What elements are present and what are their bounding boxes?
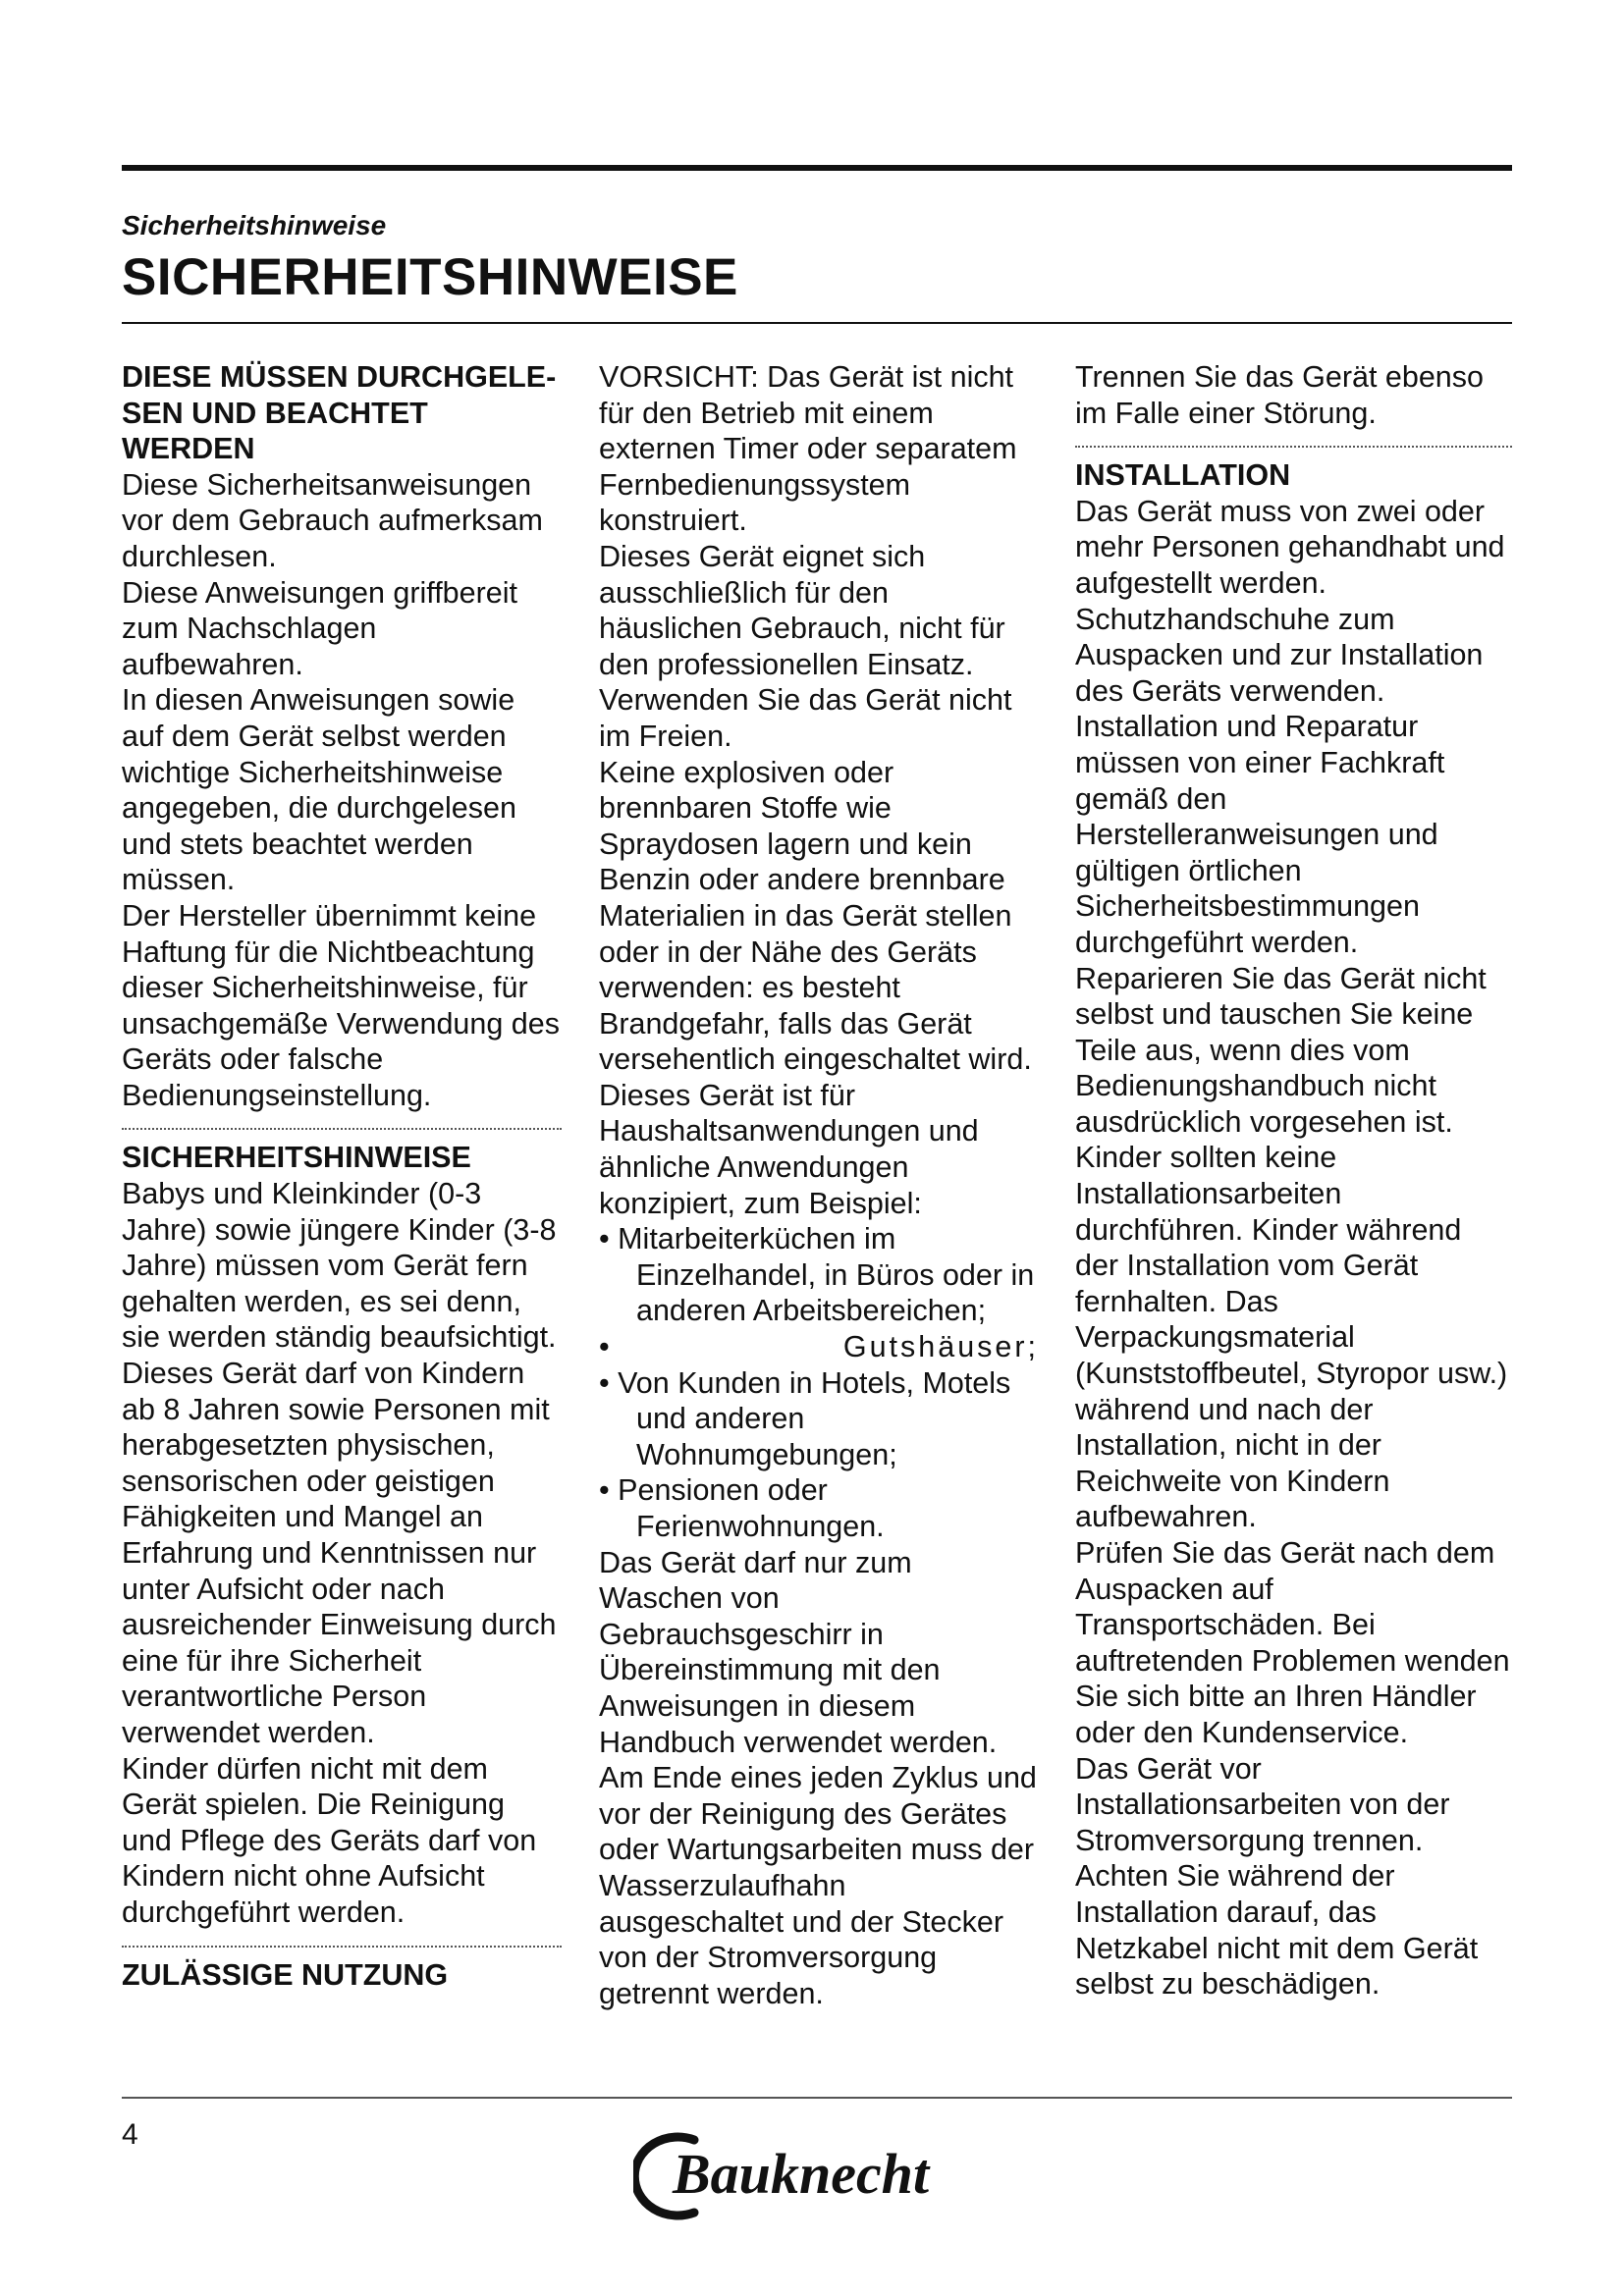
column-2 [599,359,1039,2011]
bottom-rule [122,2097,1512,2099]
paragraph: Reparieren Sie das Gerät nicht selbst und tauschen Sie keine Teile aus, wenn dies vom Bedienungshandbuch nicht ausdrücklich vorgesehen ist. [1075,961,1487,1139]
paragraph: Schutzhandschuhe zum Auspacken und zur Installation des Geräts verwenden. [1075,602,1484,708]
paragraph: Dieses Gerät eignet sich ausschließlich für den häuslichen Gebrauch, nicht für den professionellen Einsatz. [599,539,1005,681]
paragraph: Kinder dürfen nicht mit dem Gerät spielen. Die Reinigung und Pflege des Geräts darf von Kindern nicht ohne Aufsicht durchgeführt werden. [122,1751,537,1929]
heading-read-and-observe [122,359,562,467]
heading-permitted-use: ZULÄSSIGE NUTZUNG [122,1957,449,1992]
dotted-divider [1075,446,1512,448]
paragraph: Verwenden Sie das Gerät nicht im Freien. [599,683,1012,753]
paragraph: Keine explosiven oder brennbaren Stoffe wie Spraydosen lagern und kein Benzin oder andere brennbare Materialien in das Gerät stellen oder in der Nähe des Geräts verwenden: es besteht Brandgefahr, falls das Gerät versehentlich eingeschaltet wird. [599,755,1032,1077]
paragraph: Der Hersteller übernimmt keine Haftung für die Nichtbeachtung dieser Sicherheitshinweise, für unsachgemäße Verwendung des Geräts oder falsche Bedienungseinstellung. [122,898,560,1112]
bauknecht-logo [633,2128,1006,2222]
paragraph: Das Gerät vor Installationsarbeiten von der Stromversorgung trennen. [1075,1751,1450,1857]
list-item: • Mitarbeiterküchen im Einzelhandel, in Büros oder in anderen Arbeitsbereichen; [599,1222,1035,1328]
page-number: 4 [122,2118,138,2151]
column-1 [122,359,562,1993]
list-item: • Pensionen oder Ferienwohnungen. [599,1473,885,1543]
column-3 [1075,359,1512,2002]
section-label: Sicherheitshinweise [122,210,387,240]
paragraph: In diesen Anweisungen sowie auf dem Gerät selbst werden wichtige Sicherheitshinweise angegeben, die durchgelesen und stets beachtet werden müssen. [122,683,516,897]
dotted-divider [122,1128,562,1130]
paragraph: Das Gerät darf nur zum Waschen von Gebrauchsgeschirr in Übereinstimmung mit den Anweisungen in diesem Handbuch verwendet werden. [599,1545,998,1759]
dotted-divider [122,1946,562,1948]
list-item: • Gutshäuser; [599,1330,1039,1364]
top-rule [122,165,1512,171]
paragraph: Dieses Gerät ist für Haushaltsanwendungen und ähnliche Anwendungen konzipiert, zum Beispiel: [599,1078,979,1220]
paragraph: Diese Sicherheitsanweisungen vor dem Gebrauch aufmerksam durchlesen. [122,467,543,573]
paragraph: Babys und Kleinkinder (0-3 Jahre) sowie jüngere Kinder (3-8 Jahre) müssen vom Gerät fern gehalten werden, es sei denn, sie werden ständig beaufsichtigt. Dieses Gerät darf von Kindern ab 8 Jahren sowie Personen mit herabgesetzten physischen, sensorischen oder geistigen Fähigkeiten und Mangel an Erfahrung und Kenntnissen nur unter Aufsicht oder nach ausreichender Einweisung durch eine für ihre Sicherheit verantwortliche Person verwendet werden. [122,1177,557,1749]
heading-line: SEN UND BEACHTET WERDEN [122,396,428,466]
paragraph: Am Ende eines jeden Zyklus und vor der Reinigung des Gerätes oder Wartungsarbeiten muss der Wasserzulaufhahn ausgeschaltet und der Stecker von der Stromversorgung getrennt werden. [599,1761,1037,2010]
paragraph: Installation und Reparatur müssen von einer Fachkraft gemäß den Herstelleranweisungen und gültigen örtlichen Sicherheitsbestimmungen durchgeführt werden. [1075,710,1445,959]
list-item: • Von Kunden in Hotels, Motels und anderen Wohnumgebungen; [599,1365,1011,1471]
paragraph: Kinder sollten keine Installationsarbeiten durchführen. Kinder während der Installation vom Gerät fernhalten. Das Verpackungsmaterial (Kunststoffbeutel, Styropor usw.) während und nach der Installation, nicht in der Reichweite von Kindern aufbewahren. [1075,1141,1508,1534]
paragraph: Trennen Sie das Gerät ebenso im Falle einer Störung. [1075,360,1484,430]
paragraph: Prüfen Sie das Gerät nach dem Auspacken auf Transportschäden. Bei auftretenden Problemen wenden Sie sich bitte an Ihren Händler oder den Kundenservice. [1075,1536,1510,1749]
paragraph: Achten Sie während der Installation darauf, das Netzkabel nicht mit dem Gerät selbst zu beschädigen. [1075,1859,1479,2002]
paragraph: Diese Anweisungen griffbereit zum Nachschlagen aufbewahren. [122,575,517,681]
heading-installation: INSTALLATION [1075,458,1291,493]
heading-safety-notes: SICHERHEITSHINWEISE [122,1141,471,1175]
page-title: SICHERHEITSHINWEISE [122,248,738,306]
paragraph: Das Gerät muss von zwei oder mehr Personen gehandhabt und aufgestellt werden. [1075,494,1505,600]
heading-line: DIESE MÜSSEN DURCHGELE- [122,360,557,394]
brand-name: Bauknecht [673,2142,930,2206]
title-rule [122,322,1512,324]
paragraph: VORSICHT: Das Gerät ist nicht für den Betrieb mit einem externen Timer oder separatem Fernbedienungssystem konstruiert. [599,360,1017,538]
